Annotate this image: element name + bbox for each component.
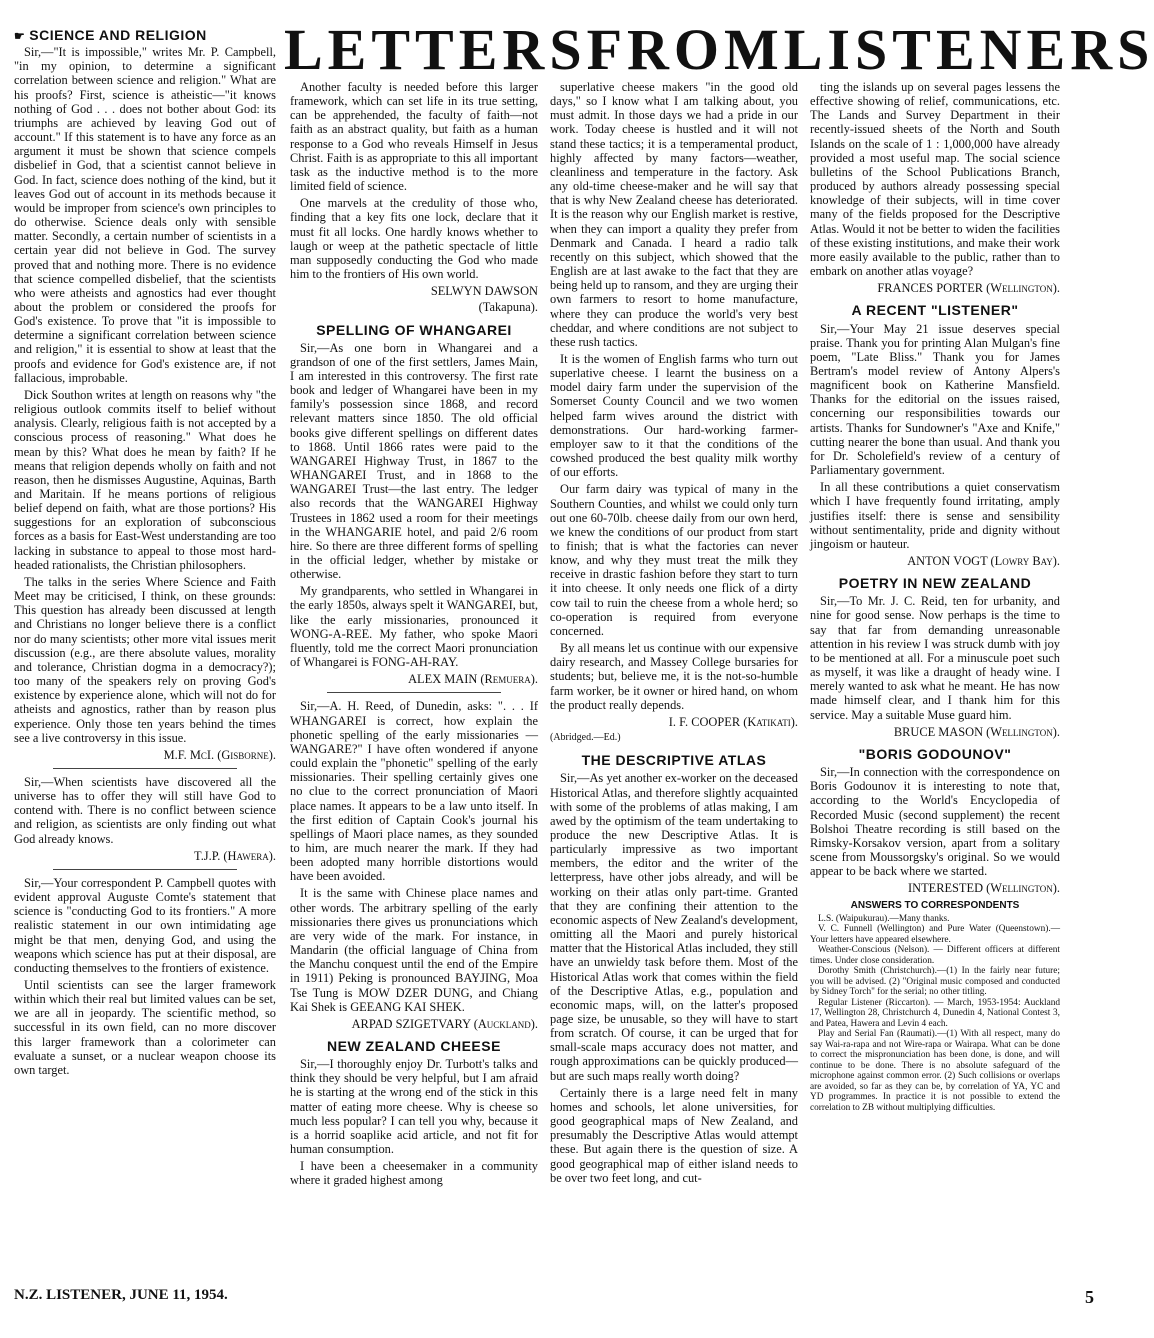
letter-paragraph: Another faculty is needed before this larger framework, which can set life in its true setting, can be apprehended, the faculty of faith—not faith as an abstract quality, but faith as a human response to a God who reveals Himself in Jesus Christ. Faith is as appropriate to this all important task as the inductive method is to the more limited field of science. [290, 80, 538, 194]
signature: BRUCE MASON (Wellington). [893, 724, 1060, 739]
letter-paragraph: Sir,—In connection with the correspondence on Boris Godounov it is interesting to note that, according to the World's Encyclopedia of Recorded Music (second supplement) the recent Bolshoi Theatre recording is still based on the Rimsky-Korsakov version, apart from a solitary scene from Moussorgsky's original. So we would appear to be back where we started. [810, 765, 1060, 879]
section-heading-descriptive-atlas: THE DESCRIPTIVE ATLAS [581, 752, 767, 769]
page-number: 5 [1085, 1287, 1094, 1307]
answer-item: V. C. Funnell (Wellington) and Pure Water (Queenstown).—Your letters have appeared elsewhere. [810, 924, 1060, 945]
answers-heading: ANSWERS TO CORRESPONDENTS [850, 900, 1020, 912]
letter-paragraph: Sir,—When scientists have discovered all the universe has to offer they will still have God to contend with. There is no conflict between science and religion, as scientists are only finding out what God already knows. [14, 774, 276, 846]
signature: ALEX MAIN (Remuera). [408, 672, 538, 687]
masthead-word-letters: LETTERS [284, 17, 587, 82]
masthead-word-from: FROM [586, 17, 784, 82]
column-1 [14, 28, 276, 1280]
letter-paragraph: ting the islands up on several pages lessens the effective showing of relief, communications, etc. The Lands and Survey Department in their recently-issued sheets of the North and South Islands on the scale of 1 : 1,000,000 have already provided a most useful map. The social science bulletins of the School Publications Branch, produced by authors already possessing special knowledge of their subjects, will in time cover many of the fields proposed for the Descriptive Atlas. Would it not be better to widen the facilities of these existing institutions, and make their work more easily available to the public, rather than to embark on another atlas voyage? [810, 80, 1060, 279]
answer-item: L.S. (Waipukurau).—Many thanks. [818, 913, 950, 924]
editor-note: (Abridged.—Ed.) [550, 732, 621, 744]
signature-location: (Takapuna). [478, 300, 538, 315]
letter-paragraph: One marvels at the credulity of those who, finding that a key fits one lock, declare that it must fit all locks. One hardly knows whether to laugh or weep at the pathetic spectacle of little man supposedly conducting the God who made him to the frontiers of His own world. [290, 196, 538, 282]
letter-paragraph: Sir,—Your correspondent P. Campbell quotes with evident approval Auguste Comte's statement that science is "conducting God to its frontiers." A more realistic statement in our own intimidating age might be that men, denying God, and using the weapons which science has put at their disposal, are conducting themselves to the frontiers of existence. [14, 875, 276, 975]
signature: SELWYN DAWSON [430, 284, 538, 299]
letter-paragraph: Dick Southon writes at length on reasons why "the religious outlook commits itself to belief without analysis. Clearly, religious faith is not accepted by a conscious process of reasoning." What does he mean by this? What does he mean by faith? If he means that religion depends wholly on faith and not reason, then he dismisses Augustine, Aquinas, Barth and Maritain. If he means portions of religious belief depend on faith, what are those portions? His suggestions for an exploration of subconscious forces as a basis for East-West understanding are too lacking in substance to appeal to those most hard-headed rationalists, the Christian philosophers. [14, 387, 276, 572]
letter-paragraph: In all these contributions a quiet conservatism which I have frequently found irritating, amply justifies itself: there is sense and sensibility without sentimentality, pride and dignity without jingoism or hauteur. [810, 480, 1060, 551]
letter-paragraph: superlative cheese makers "in the good old days," so I know what I am talking about, you must admit. In those days we had a pride in our work. Today cheese is hustled and it will not stand these tactics; it is a temperamental product, highly affected by many factors—weather, cleanliness and temperature in the factory. Ask any old-time cheese-maker and he will say that that is why New Zealand cheese has deteriorated. It is the reason why our English market is restive, when they can import a quality they prefer from Denmark and Canada. I heard a radio talk recently on this subject, which showed that the English are at last awake to the fact that they are being held up to ransom, and they are urging their own farmers to resort to home manufacture, where they can produce the world's very best cheddar, and where conditions are not subject to these rush tactics. [550, 80, 798, 349]
letter-paragraph: It is the women of English farms who turn out superlative cheese. I learnt the business on a model dairy farm under the supervision of the Somerset County Council and we two women helped farm wives around the district with demonstrations. Our hard-working farmer-employer saw to it that the conditions of the cowshed produced the best quality milk worthy of our efforts. [550, 351, 798, 480]
letter-paragraph: Sir,—A. H. Reed, of Dunedin, asks: ". . . If WHANGAREI is correct, how explain the phonetic spelling of the early missionaries — WANGARE?" I have often wondered if anyone could explain the "phonetic" spelling of the early missionaries. Their spelling certainly gives one no clue to the correct pronunciation of Maori place names. It appears to be a law unto itself. In the first edition of Captain Cook's journal his spellings of Maori place names, as they sounded to him, are much nearer the mark. If they had been adopted many horrible distortions would have been avoided. [290, 699, 538, 884]
column-4 [810, 80, 1060, 1280]
section-heading-recent-listener: A RECENT "LISTENER" [851, 302, 1019, 319]
column-3 [550, 80, 798, 1280]
signature: INTERESTED (Wellington). [908, 881, 1060, 896]
signature: ANTON VOGT (Lowry Bay). [907, 554, 1060, 568]
letter-paragraph: Certainly there is a large need felt in many homes and schools, let alone universities, for good geographical maps of New Zealand, and presumably the Descriptive Atlas would attempt these. But again there is the question of size. A good geographical map of either island needs to be over two feet long, and cut- [550, 1085, 798, 1185]
letter-paragraph: Sir,—As yet another ex-worker on the deceased Historical Atlas, and therefore slightly acquainted with some of the problems of atlas making, I am awed by the optimism of the team undertaking to produce the new Descriptive Atlas. It is particularly impressive as two important members, the editor and the writer of the letterpress, have other jobs already, and will be working on their atlas only part-time. Granted that they are confining their attention to the economic aspects of New Zealand's development, omitting all the Maori and purely historical matter that the Historical Atlas included, they still have an unwieldy task before them. Most of the Historical Atlas work that comes within the field of the Descriptive Atlas, e.g., population and economic maps, will, on the latter's proposed page size, be unusable, so they will have to start from scratch. Of course, it can be urged that for small-scale maps accuracy does not matter, and rough approximations can be quickly produced—but are such maps really worth doing? [550, 771, 798, 1083]
section-heading-spelling-whangarei: SPELLING OF WHANGAREI [316, 321, 512, 338]
signature: ARPAD SZIGETVARY (Auckland). [351, 1016, 538, 1031]
letter-paragraph: Sir,—Your May 21 issue deserves special praise. Thank you for printing Alan Mulgan's fine poem, "Late Bliss." Thank you for James Bertram's model review of Antony Alpers's magnificent book on Katherine Mansfield. Thanks for the editorial on the issues raised, concerning our responsibilities towards our artists. Thanks for Sundowner's "Axe and Knife," cutting nearer the bone than usual. And thank you for Dr. Scholefield's review of a century of Parliamentary government. [810, 321, 1060, 478]
letter-paragraph: My grandparents, who settled in Whangarei in the early 1850s, always spelt it WANGAREI, but, like the early missionaries, pronounced it WONG-A-REE. My father, who spoke Maori fluently, told me the correct Maori pronunciation of Whangarei is FONG-AH-RAY. [290, 584, 538, 670]
section-heading-nz-cheese: NEW ZEALAND CHEESE [327, 1038, 501, 1054]
signature: T.J.P. (Hawera). [194, 848, 276, 863]
page-footer [14, 1287, 1100, 1311]
section-heading-science-religion: ☛ SCIENCE AND RELIGION [14, 27, 207, 43]
section-heading-boris-godounov: "BORIS GODOUNOV" [858, 745, 1012, 762]
answer-item: Weather-Conscious (Nelson). — Different officers at different times. Under close consideration. [810, 945, 1060, 966]
masthead-word-listeners: LISTENERS [783, 17, 1154, 82]
answers-to-correspondents [810, 901, 1060, 1113]
letter-paragraph: The talks in the series Where Science and Faith Meet may be criticised, I think, on these grounds: This question has already been discussed at length and Christians no longer believe there is a conflict nor do many scientists; other more vital issues merit discussion (e.g., are there absolute values, morality and tolerance, Christian dogma in a democracy?); too many of the speakers rely on proving God's existence by experience alone, which will not do for atheists and agnostics, rather than by reason plus experience. Only those ten years behind the times see a live controversy in this issue. [14, 574, 276, 745]
letter-paragraph: It is the same with Chinese place names and other words. The arbitrary spelling of the early missionaries there gives us pronunciations which are very wide of the mark. For instance, in Mandarin (the official language of China from the Manchu conquest until the end of the Empire in 1911) Peking is pronounced BAYJING, Moa Tse Tung is MOW DZER DUNG, and Chiang Kai Shek is GEEANG KAI SHEK. [290, 886, 538, 1014]
pointer-icon: ☛ [14, 29, 26, 43]
letter-paragraph: Sir,—As one born in Whangarei and a grandson of one of the first settlers, James Main, I am interested in this controversy. The first rate book and ledger of Whangarei have been in my family's possession since 1868, and record relevant matters since 1850. The old official books give different spellings on different dates to 1868. Until 1866 rates were paid to the WANGAREI Highway Trust, in 1867 to the WHANGAREI Trust, and in 1868 to the WANGAREI Trust—the last entry. The ledger also records that the WANGAREI Highway Trustees in 1862 used a room for their meetings in the WHANGARIE hotel, and paid 2/6 room hire. So there are three different forms of spelling in the official ledger, whether by mistake or otherwise. [290, 340, 538, 582]
signature: I. F. COOPER (Katikati). [668, 714, 798, 729]
separator [53, 869, 236, 870]
letter-paragraph: Sir,—To Mr. J. C. Reid, ten for urbanity, and nine for good sense. Now perhaps is the time to say that far from demanding unreasonable attention in his review I was struck dumb with joy to be mentioned at all. For a minuscule poet such as myself, it was like a draught of heady wine. I merely wanted to ask what he meant. He has now made himself clear, and I thank him for this service. May a suitable Muse guard him. [810, 594, 1060, 722]
letter-paragraph: Our farm dairy was typical of many in the Southern Counties, and whilst we could only turn out one 60-70lb. cheese daily from our own herd, we knew the conditions of our product from start to finish; that is what the factories can never know, and why they must treat the milk they receive in drastic fashion before they start to turn it into cheese. It only needs one flick of a dirty cow tail to ruin the cheese from a whole herd; so co-operation is required from everyone concerned. [550, 482, 798, 638]
separator [53, 768, 236, 769]
letter-paragraph: Sir,—I thoroughly enjoy Dr. Turbott's talks and think they should be very helpful, but I am afraid he is starting at the wrong end of the stick in this matter of eating more cheese. Why is cheese so much less popular? I can tell you why, because it is a horrid soaplike acid article, and not fit for human consumption. [290, 1057, 538, 1157]
separator [327, 692, 501, 693]
signature: M.F. McI. (Gisborne). [163, 747, 276, 762]
masthead [284, 17, 1154, 82]
letter-paragraph: I have been a cheesemaker in a community where it graded highest among [290, 1159, 538, 1188]
answer-item: Play and Serial Fan (Raumati).—(1) With all respect, many do say Wai-ra-rapa and not Wire-rapa or Wairapa. What can be done to correct the mispronunciation has been done, is done, and will continue to be done. There is no absolute safeguard of the microphone against common error. (2) Such collisions or overlaps are avoided, so far as they can be, by correlation of YA, YC and YD programmes. In practice it is not possible to extend the correlation to ZB without multiplying difficulties. [810, 1029, 1060, 1113]
answer-item: Regular Listener (Riccarton). — March, 1953-1954: Auckland 17, Wellington 28, Christchurch 4, Dunedin 4, National Contest 3, and Patea, Hawera and Levin 4 each. [810, 997, 1060, 1029]
section-heading-poetry-nz: POETRY IN NEW ZEALAND [838, 575, 1032, 592]
letter-paragraph: Until scientists can see the larger framework within which their real but limited values can be set, we are all in jeopardy. The scientific method, so successful in its own field, can no more discover this larger framework than a colorimeter can evaluate a sunset, or a nuclear weapon choose its own target. [14, 978, 276, 1077]
letter-paragraph: By all means let us continue with our expensive dairy research, and Massey College bursaries for students; but, believe me, it is the not-so-humble farm worker, be it owner or hired hand, on whom the product really depends. [550, 641, 798, 712]
column-2 [290, 80, 538, 1280]
answer-item: Dorothy Smith (Christchurch).—(1) In the fairly near future; you will be advised. (2) "Original music composed and conducted by Sidney Torch" for the serial; no other titling. [810, 966, 1060, 998]
publication-line: N.Z. LISTENER, JUNE 11, 1954. [14, 1287, 228, 1303]
signature: FRANCES PORTER (Wellington). [877, 281, 1060, 296]
letter-paragraph: Sir,—"It is impossible," writes Mr. P. Campbell, "in my opinion, to determine a significant correlation between science and religion." What are his proofs? First, science is atheistic—"it knows nothing of God . . . does not bother about God: its triumphs are achieved by leaving God out of account." If this statement is to have any force as an argument it must be shown that science compels disbelief in God, that a scientist cannot believe in God. In fact, science does nothing of the kind, but it leaves God out of account in its methods because it would be improper from science's own principles to do otherwise. Science deals only with sensible matter. Secondly, a certain number of scientists in a certain year did not believe in God. The survey proved that and nothing more. There is no evidence that science compelled disbelief, that the scientists who were atheists and agnostics had ever thought about the problem or considered the proofs for God's existence. To prove that "it is impossible to determine a significant correlation between science and religion," it is essential to show at least that the proofs and evidence for God's existence are, if not fallacious, improbable. [14, 45, 276, 385]
